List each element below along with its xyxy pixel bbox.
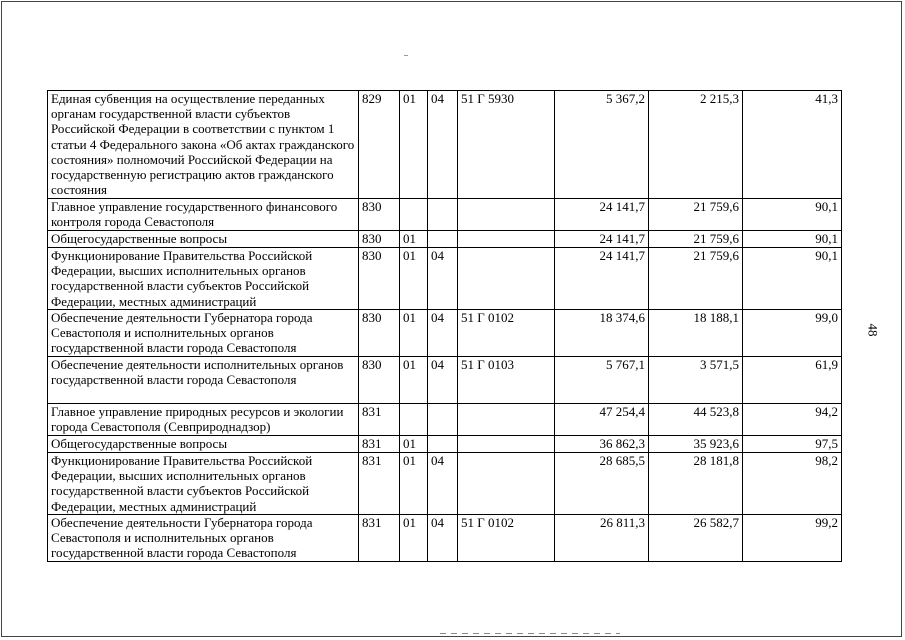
row-code: 829 <box>359 91 400 199</box>
row-percent: 61,9 <box>743 357 842 404</box>
row-subsection: 04 <box>428 248 458 310</box>
row-csr: 51 Г 0102 <box>458 515 555 562</box>
row-name: Главное управление природных ресурсов и экологии города Севастополя (Севприроднадзор) <box>48 404 359 436</box>
row-actual: 21 759,6 <box>649 231 743 248</box>
row-percent: 41,3 <box>743 91 842 199</box>
scan-speck <box>404 55 408 56</box>
row-code: 830 <box>359 199 400 231</box>
row-planned: 5 767,1 <box>555 357 649 404</box>
table-row <box>48 91 842 199</box>
row-section: 01 <box>400 310 428 357</box>
row-planned: 28 685,5 <box>555 453 649 515</box>
row-name: Обеспечение деятельности Губернатора города Севастополя и исполнительных органов государственной власти города Севастополя <box>48 310 359 357</box>
row-planned: 24 141,7 <box>555 248 649 310</box>
row-code: 830 <box>359 231 400 248</box>
table-row <box>48 453 842 515</box>
row-code: 831 <box>359 453 400 515</box>
row-code: 831 <box>359 515 400 562</box>
table-row <box>48 231 842 248</box>
row-section: 01 <box>400 436 428 453</box>
row-csr <box>458 453 555 515</box>
row-subsection <box>428 436 458 453</box>
row-subsection <box>428 404 458 436</box>
table-row <box>48 515 842 562</box>
row-section: 01 <box>400 231 428 248</box>
table-row <box>48 310 842 357</box>
row-percent: 90,1 <box>743 231 842 248</box>
table-row <box>48 404 842 436</box>
table-row <box>48 248 842 310</box>
row-name: Обеспечение деятельности исполнительных органов государственной власти города Севастополя <box>48 357 359 404</box>
row-csr: 51 Г 0102 <box>458 310 555 357</box>
row-code: 830 <box>359 248 400 310</box>
row-csr <box>458 199 555 231</box>
row-percent: 90,1 <box>743 248 842 310</box>
row-name: Общегосударственные вопросы <box>48 436 359 453</box>
row-subsection: 04 <box>428 515 458 562</box>
row-planned: 24 141,7 <box>555 199 649 231</box>
row-actual: 18 188,1 <box>649 310 743 357</box>
row-name: Общегосударственные вопросы <box>48 231 359 248</box>
row-name: Обеспечение деятельности Губернатора города Севастополя и исполнительных органов государственной власти города Севастополя <box>48 515 359 562</box>
row-actual: 21 759,6 <box>649 199 743 231</box>
row-csr: 51 Г 5930 <box>458 91 555 199</box>
row-actual: 2 215,3 <box>649 91 743 199</box>
row-subsection: 04 <box>428 91 458 199</box>
row-planned: 36 862,3 <box>555 436 649 453</box>
row-csr <box>458 248 555 310</box>
row-planned: 5 367,2 <box>555 91 649 199</box>
row-percent: 98,2 <box>743 453 842 515</box>
row-csr <box>458 436 555 453</box>
row-section <box>400 404 428 436</box>
row-percent: 99,0 <box>743 310 842 357</box>
budget-table <box>47 90 842 562</box>
row-percent: 99,2 <box>743 515 842 562</box>
row-planned: 18 374,6 <box>555 310 649 357</box>
row-code: 830 <box>359 357 400 404</box>
page-number: 48 <box>865 323 881 337</box>
row-subsection <box>428 231 458 248</box>
row-name: Функционирование Правительства Российской Федерации, высших исполнительных органов государственной власти субъектов Российской Федерации, местных администраций <box>48 453 359 515</box>
row-name: Единая субвенция на осуществление переданных органам государственной власти субъектов Российской Федерации в соответствии с пунктом 1 статьи 4 Федерального закона «Об актах гражданского состояния» полномочий Российской Федерации на государственную регистрацию актов гражданского состояния <box>48 91 359 199</box>
row-subsection: 04 <box>428 453 458 515</box>
row-percent: 90,1 <box>743 199 842 231</box>
row-planned: 26 811,3 <box>555 515 649 562</box>
row-percent: 97,5 <box>743 436 842 453</box>
row-csr <box>458 231 555 248</box>
row-section: 01 <box>400 91 428 199</box>
row-section: 01 <box>400 453 428 515</box>
row-actual: 21 759,6 <box>649 248 743 310</box>
row-actual: 26 582,7 <box>649 515 743 562</box>
row-subsection: 04 <box>428 357 458 404</box>
row-code: 830 <box>359 310 400 357</box>
table-row <box>48 436 842 453</box>
row-percent: 94,2 <box>743 404 842 436</box>
row-planned: 47 254,4 <box>555 404 649 436</box>
row-name: Функционирование Правительства Российской Федерации, высших исполнительных органов государственной власти субъектов Российской Федерации, местных администраций <box>48 248 359 310</box>
row-name: Главное управление государственного финансового контроля города Севастополя <box>48 199 359 231</box>
table-row <box>48 357 842 404</box>
scan-noise <box>440 633 620 634</box>
row-code: 831 <box>359 436 400 453</box>
row-csr: 51 Г 0103 <box>458 357 555 404</box>
row-actual: 28 181,8 <box>649 453 743 515</box>
row-section: 01 <box>400 515 428 562</box>
row-actual: 3 571,5 <box>649 357 743 404</box>
row-section: 01 <box>400 248 428 310</box>
row-actual: 44 523,8 <box>649 404 743 436</box>
row-section <box>400 199 428 231</box>
row-csr <box>458 404 555 436</box>
row-code: 831 <box>359 404 400 436</box>
row-section: 01 <box>400 357 428 404</box>
row-subsection: 04 <box>428 310 458 357</box>
row-subsection <box>428 199 458 231</box>
table-row <box>48 199 842 231</box>
row-planned: 24 141,7 <box>555 231 649 248</box>
row-actual: 35 923,6 <box>649 436 743 453</box>
